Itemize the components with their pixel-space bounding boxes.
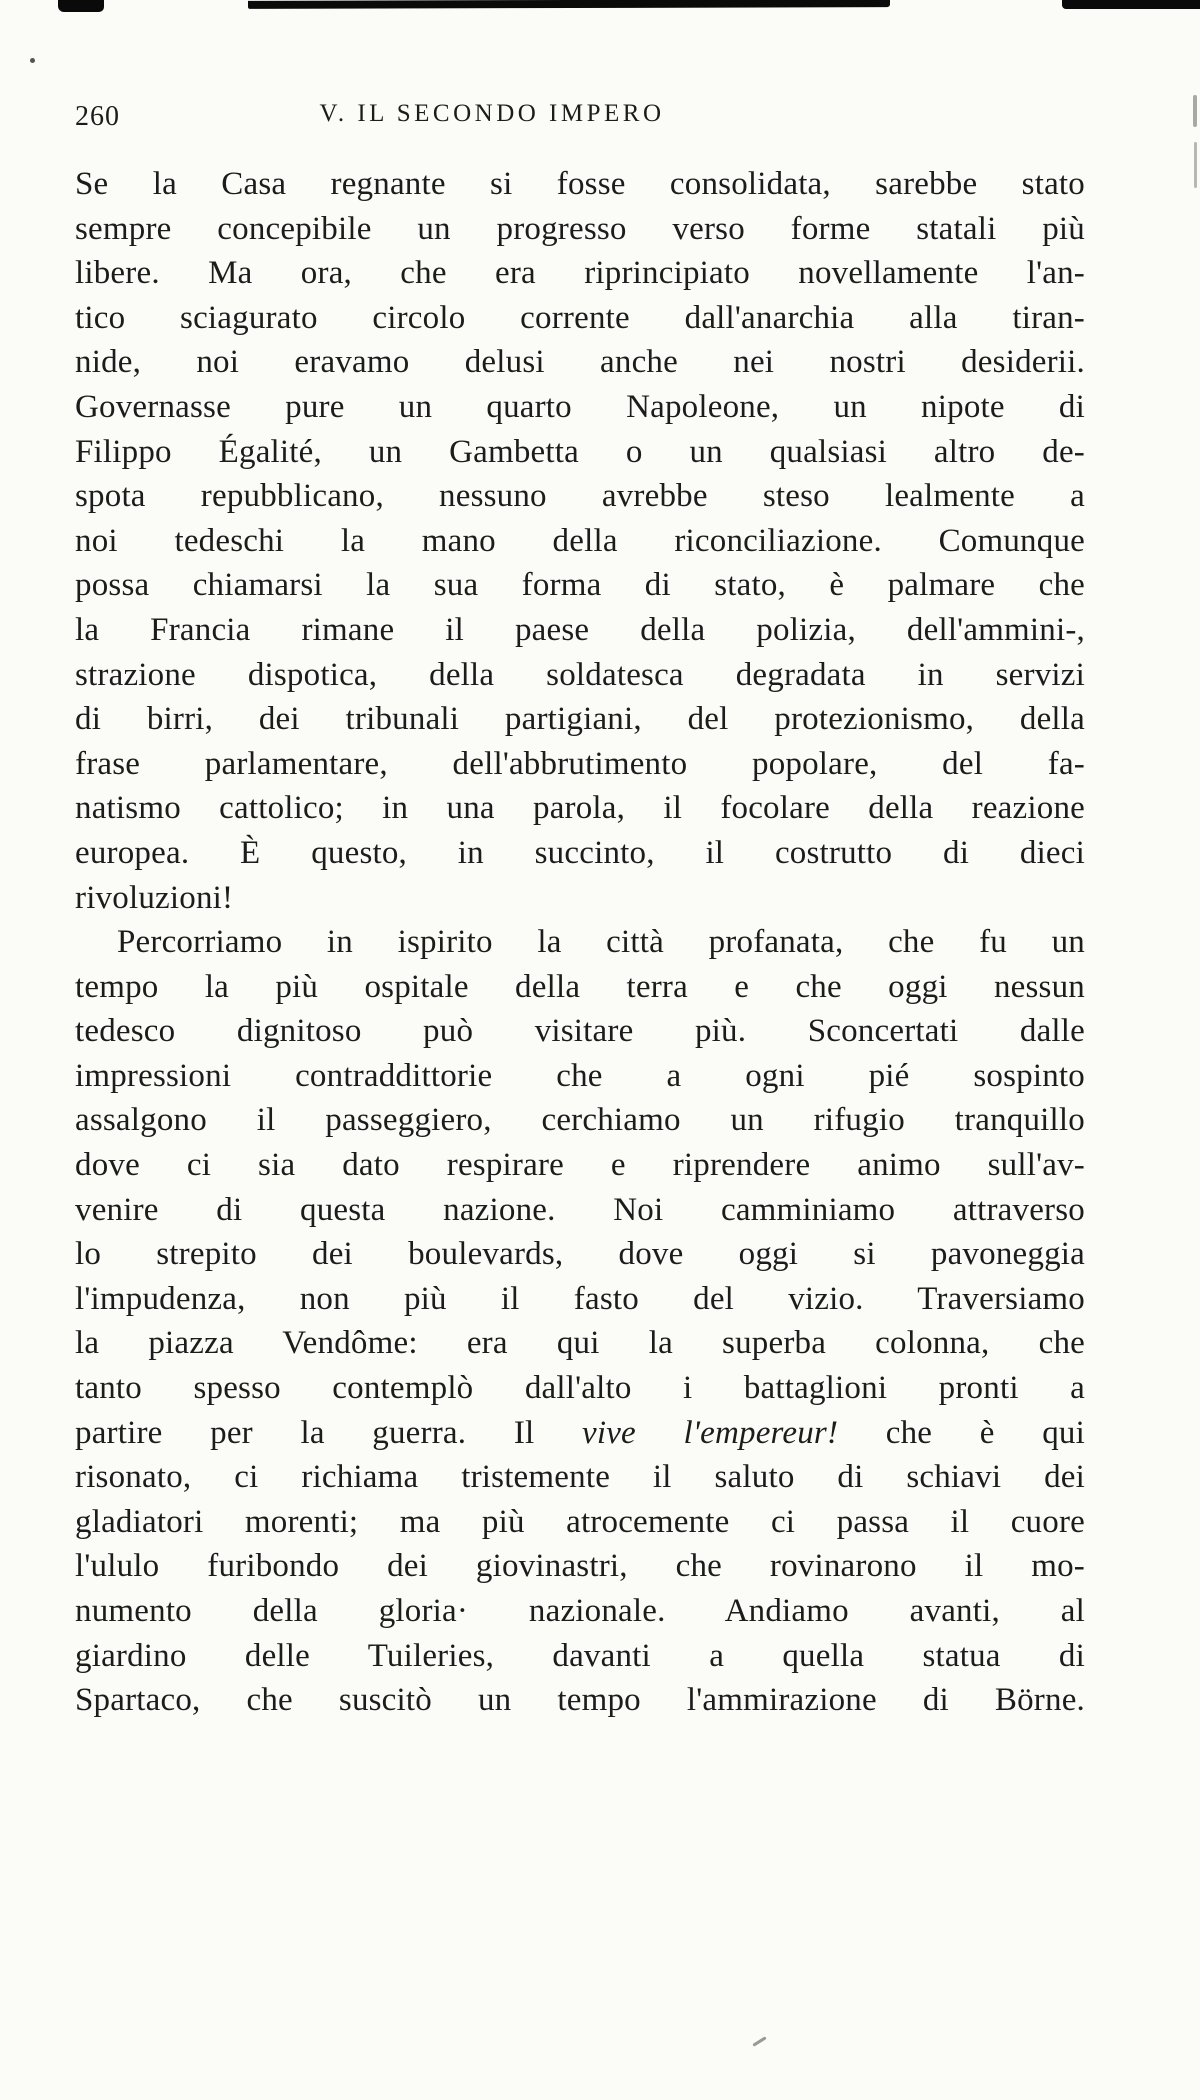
text-line	[75, 385, 1085, 430]
text-line	[75, 1143, 1085, 1188]
text-line	[75, 1188, 1085, 1233]
scan-artifact-top-line	[248, 0, 890, 9]
text-line	[75, 965, 1085, 1010]
text-line	[75, 1366, 1085, 1411]
text-line	[75, 430, 1085, 475]
text-segment: nide, noi eravamo delusi anche nei nostri desiderii.	[75, 344, 1085, 381]
text-segment: Se la Casa regnante si fosse consolidata, sarebbe stato	[75, 166, 1085, 202]
text-segment: tedesco dignitoso può visitare più. Sconcertati dalle	[75, 1013, 1085, 1050]
text-segment: gladiatori morenti; ma più atrocemente ci passa il cuore	[75, 1503, 1085, 1540]
text-segment: tanto spesso contemplò dall'alto i battaglioni pronti a	[75, 1370, 1085, 1407]
text-segment: Percorriamo in ispirito la città profanata, che fu un	[117, 924, 1085, 961]
text-line	[75, 474, 1085, 519]
text-line	[75, 1054, 1085, 1099]
text-segment: la piazza Vendôme: era qui la superba colonna, che	[75, 1325, 1085, 1362]
text-segment: numento della gloria· nazionale. Andiamo avanti, al	[75, 1593, 1085, 1629]
scan-artifact-bottom-mark	[752, 2036, 766, 2046]
text-line	[75, 876, 1085, 921]
text-line	[75, 563, 1085, 608]
text-segment: sempre concepibile un progresso verso forme statali più	[75, 210, 1085, 247]
scan-artifact-right-dash	[1194, 142, 1197, 188]
text-line	[75, 697, 1085, 742]
text-segment: tico sciagurato circolo corrente dall'anarchia alla tiran-	[75, 299, 1085, 336]
text-segment: venire di questa nazione. Noi camminiamo attraverso	[75, 1191, 1085, 1228]
text-line	[75, 1277, 1085, 1322]
scan-artifact-speck	[30, 58, 35, 63]
text-line	[75, 296, 1085, 341]
text-segment: libere. Ma ora, che era riprincipiato novellamente l'an-	[75, 255, 1085, 292]
page-number: 260	[75, 101, 120, 132]
text-line	[75, 831, 1085, 876]
text-segment: la Francia rimane il paese della polizia, dell'ammini-,	[75, 611, 1085, 648]
text-line	[75, 1544, 1085, 1589]
text-line	[75, 786, 1085, 831]
text-segment: l'ululo furibondo dei giovinastri, che rovinarono il mo-	[75, 1548, 1085, 1585]
text-line	[75, 742, 1085, 787]
text-segment: risonato, ci richiama tristemente il saluto di schiavi dei	[75, 1459, 1085, 1496]
text-segment: l'impudenza, non più il fasto del vizio. Traversiamo	[75, 1280, 1085, 1317]
text-line	[75, 162, 1085, 207]
page-header-row	[75, 98, 1085, 138]
text-line	[75, 1678, 1085, 1723]
text-line	[75, 519, 1085, 564]
text-line	[75, 1589, 1085, 1634]
text-line	[75, 340, 1085, 385]
text-segment: spota repubblicano, nessuno avrebbe steso lealmente a	[75, 478, 1085, 515]
text-segment: possa chiamarsi la sua forma di stato, è palmare che	[75, 567, 1085, 604]
running-header: V. IL SECONDO IMPERO	[319, 100, 665, 127]
text-segment: frase parlamentare, dell'abbrutimento popolare, del fa-	[75, 745, 1085, 782]
text-line	[75, 251, 1085, 296]
text-line	[75, 1500, 1085, 1545]
text-block	[75, 162, 1085, 1723]
scan-artifact-top-left	[58, 0, 104, 12]
text-line	[75, 1321, 1085, 1366]
scan-artifact-right-dash	[1193, 95, 1197, 127]
text-segment: rivoluzioni!	[75, 879, 234, 916]
text-line	[75, 920, 1085, 965]
text-segment: giardino delle Tuileries, davanti a quella statua di	[75, 1637, 1085, 1674]
text-line	[75, 1098, 1085, 1143]
text-line	[75, 1634, 1085, 1679]
text-segment: noi tedeschi la mano della riconciliazione. Comunque	[75, 522, 1085, 559]
text-segment: Governasse pure un quarto Napoleone, un nipote di	[75, 388, 1085, 425]
text-line	[75, 1455, 1085, 1500]
paragraph	[75, 920, 1085, 1723]
text-segment: dove ci sia dato respirare e riprendere animo sull'av-	[75, 1147, 1085, 1184]
text-line	[75, 653, 1085, 698]
text-segment: impressioni contraddittorie che a ogni pié sospinto	[75, 1057, 1085, 1094]
text-line	[75, 1232, 1085, 1277]
text-segment: lo strepito dei boulevards, dove oggi si pavoneggia	[75, 1236, 1085, 1273]
text-segment: di birri, dei tribunali partigiani, del protezionismo, della	[75, 701, 1085, 738]
text-segment: Filippo Égalité, un Gambetta o un qualsiasi altro de-	[75, 433, 1085, 470]
paragraph	[75, 162, 1085, 920]
text-segment: natismo cattolico; in una parola, il focolare della reazione	[75, 790, 1085, 827]
text-segment: tempo la più ospitale della terra e che oggi nessun	[75, 968, 1085, 1005]
text-segment: strazione dispotica, della soldatesca degradata in servizi	[75, 656, 1085, 693]
text-line	[75, 1009, 1085, 1054]
text-segment: che è qui	[838, 1414, 1085, 1451]
text-segment: europea. È questo, in succinto, il costrutto di dieci	[75, 834, 1085, 871]
text-segment: assalgono il passeggiero, cerchiamo un rifugio tranquillo	[75, 1102, 1085, 1139]
text-line	[75, 207, 1085, 252]
text-segment: partire per la guerra. Il	[75, 1414, 582, 1451]
text-line	[75, 608, 1085, 653]
text-line	[75, 1411, 1085, 1456]
italic-phrase: vive l'empereur!	[581, 1414, 839, 1451]
text-segment: Spartaco, che suscitò un tempo l'ammirazione di Börne.	[75, 1682, 1085, 1719]
scan-artifact-top-right	[1062, 0, 1200, 9]
